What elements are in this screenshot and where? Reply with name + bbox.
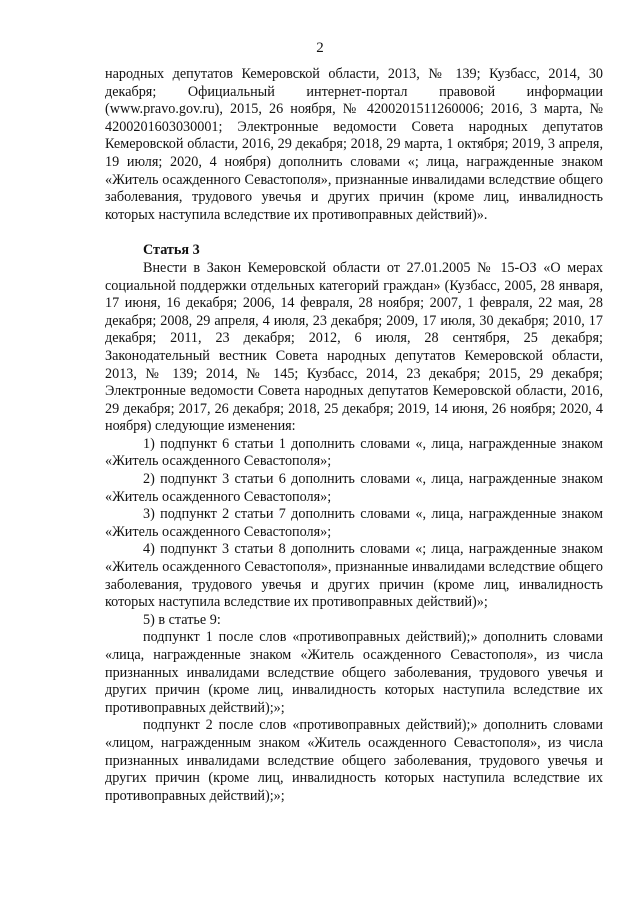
list-item-1: 1) подпункт 6 статьи 1 дополнить словами «, лица, награжденные знаком «Житель осажденного Севастополя»; (105, 435, 603, 470)
list-item-4: 4) подпункт 3 статьи 8 дополнить словами «; лица, награжденные знаком «Житель осажденного Севастополя», признанные инвалидами вследствие общего заболевания, трудового увечья и других причин (кроме лиц, инвалидность которых наступила вследствие их противоправных действий)»; (105, 541, 603, 611)
document-body (105, 66, 603, 805)
subitem-2: подпункт 2 после слов «противоправных действий);» дополнить словами «лицом, награжденным знаком «Житель осажденного Севастополя», из числа признанных инвалидами вследствие общего заболевания, трудового увечья и других причин (кроме лиц, инвалидность которых наступила вследствие их противоправных действий);»; (105, 717, 603, 804)
list-item-2: 2) подпункт 3 статьи 6 дополнить словами «, лица, награжденные знаком «Житель осажденного Севастополя»; (105, 471, 603, 505)
list-item-3: 3) подпункт 2 статьи 7 дополнить словами «, лица, награжденные знаком «Житель осажденного Севастополя»; (105, 506, 603, 540)
subitem-1: подпункт 1 после слов «противоправных действий);» дополнить словами «лица, награжденные знаком «Житель осажденного Севастополя», из числа признанных инвалидами вследствие общего заболевания, трудового увечья и других причин (кроме лиц, инвалидность которых наступила вследствие их противоправных действий);»; (105, 629, 603, 716)
intro-paragraph: народных депутатов Кемеровской области, 2013, № 139; Кузбасс, 2014, 30 декабря; Официальный интернет-портал правовой информации (www.pravo.gov.ru), 2015, 26 ноября, № 4200201511260006; 2016, 3 марта, № 4200201603030001; Электронные ведомости Совета народных депутатов Кемеровской области, 2016, 29 декабря; 2018, 29 марта, 1 октября; 2019, 3 апреля, 19 июля; 2020, 4 ноября) дополнить словами «; лица, награжденные знаком «Житель осажденного Севастополя», признанные инвалидами вследствие общего заболевания, трудового увечья и других причин (кроме лиц, инвалидность которых наступила вследствие их противоправных действий)». (105, 66, 603, 223)
page-number: 2 (316, 40, 324, 56)
article-3-paragraph: Внести в Закон Кемеровской области от 27.01.2005 № 15-ОЗ «О мерах социальной поддержки отдельных категорий граждан» (Кузбасс, 2005, 28 января, 17 июня, 16 декабря; 2006, 14 февраля, 28 ноября; 2007, 1 февраля, 22 мая, 28 декабря; 2008, 29 апреля, 4 июля, 23 декабря; 2009, 17 июля, 30 декабря; 2010, 17 декабря; 2011, 23 декабря; 2012, 6 июля, 28 сентября, 25 декабря; Законодательный вестник Совета народных депутатов Кемеровской области, 2013, № 139; 2014, № 145; Кузбасс, 2014, 23 декабря; 2015, 29 декабря; Электронные ведомости Совета народных депутатов Кемеровской области, 2016, 29 декабря; 2017, 26 декабря; 2018, 25 декабря; 2019, 14 июня, 26 ноября; 2020, 4 ноября) следующие изменения: (105, 259, 603, 435)
article-heading: Статья 3 (143, 242, 200, 259)
list-item-5: 5) в статье 9: (143, 611, 221, 628)
